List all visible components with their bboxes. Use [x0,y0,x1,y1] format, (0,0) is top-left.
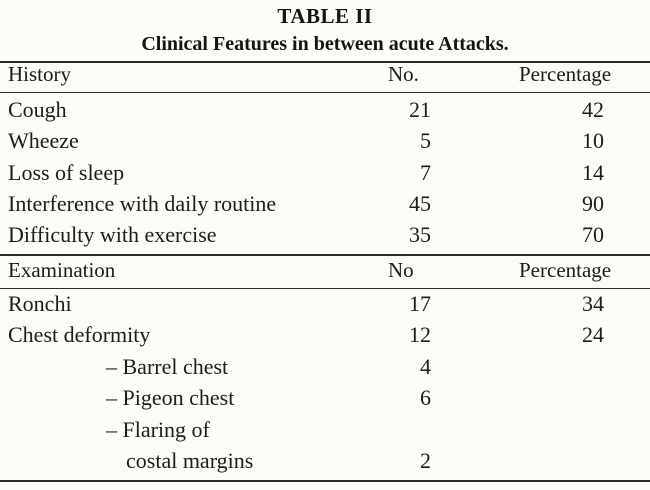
table-label: TABLE II [277,4,373,28]
examination-header-rule [0,288,650,289]
section-rule [0,254,650,256]
row-no: 17 [409,291,431,316]
row-label: Interference with daily routine [8,191,277,216]
table-row [0,322,650,353]
row-label: Loss of sleep [8,160,125,185]
row-percentage: 42 [582,97,604,122]
table-subrow [0,354,650,385]
table-row [0,222,650,253]
row-no: 12 [409,322,431,347]
history-header-rule [0,92,650,93]
row-percentage: 24 [582,322,604,347]
row-percentage: 34 [582,291,604,316]
subrow-label: – Flaring of [106,417,210,442]
table-subrow [0,417,650,448]
table-row [0,97,650,128]
table-subrow [0,385,650,416]
table-subrow [0,448,650,479]
row-label: Cough [8,97,67,122]
row-no: 5 [420,128,431,153]
examination-header-no: No [388,258,414,282]
subrow-label: – Pigeon chest [106,385,235,410]
row-no: 21 [409,97,431,122]
row-percentage: 10 [582,128,604,153]
history-header-no: No. [388,62,419,86]
row-label: Wheeze [8,128,79,153]
row-no: 45 [409,191,431,216]
row-percentage: 70 [582,222,604,247]
row-percentage: 14 [582,160,604,185]
examination-header-percentage: Percentage [519,258,612,282]
examination-header-label: Examination [8,258,116,282]
subrow-label: costal margins [126,448,254,473]
subrow-label: – Barrel chest [106,354,229,379]
bottom-rule [0,480,650,482]
row-label: Ronchi [8,291,72,316]
table-row [0,191,650,222]
row-label: Chest deformity [8,322,151,347]
table-row [0,160,650,191]
history-header-percentage: Percentage [519,62,612,86]
row-no: 7 [420,160,431,185]
subrow-no: 6 [420,385,431,410]
history-header-label: History [8,62,71,86]
history-header-row [0,62,650,93]
row-label: Difficulty with exercise [8,222,217,247]
examination-header-row [0,258,650,289]
subrow-no: 4 [420,354,431,379]
table-title: Clinical Features in between acute Attacks. [141,33,509,55]
subrow-no: 2 [420,448,431,473]
table-row [0,128,650,159]
row-no: 35 [409,222,431,247]
row-percentage: 90 [582,191,604,216]
table-row [0,291,650,322]
